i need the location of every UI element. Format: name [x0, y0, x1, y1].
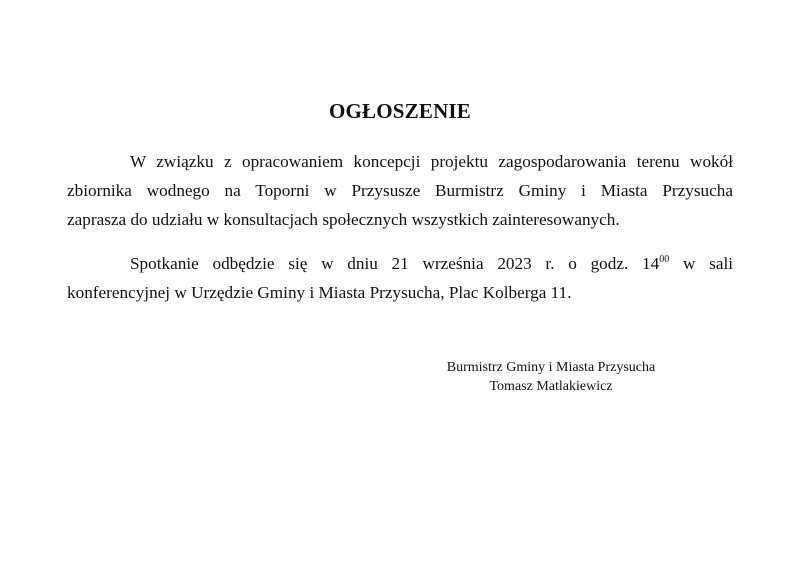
announcement-paragraph-1: [67, 147, 733, 234]
signature-position: Burmistrz Gminy i Miasta Przysucha: [446, 360, 656, 375]
paragraph-1-line-2: zbiornika wodnego na Toporni w Przysusze Burmistrz Gminy i Miasta Przysucha: [67, 181, 733, 200]
paragraph-2-line-2: konferencyjnej w Urzędzie Gminy i Miasta Przysucha, Plac Kolberga 11.: [67, 283, 572, 302]
announcement-title: OGŁOSZENIE: [328, 99, 472, 123]
meeting-time-minutes: 00: [659, 254, 670, 265]
signature-block: [420, 358, 682, 396]
announcement-paragraph-2: [67, 249, 733, 307]
meeting-date-text: Spotkanie odbędzie się w dniu 21 września 2023 r. o godz. 14: [130, 254, 660, 273]
signature-name: Tomasz Matlakiewicz: [489, 379, 613, 394]
paragraph-2-line-1: [67, 249, 733, 278]
paragraph-1-line-1: W związku z opracowaniem koncepcji projektu zagospodarowania terenu wokół: [130, 152, 733, 171]
meeting-place-lead: w sali: [669, 254, 734, 273]
paragraph-1-line-3: zaprasza do udziału w konsultacjach społecznych wszystkich zainteresowanych.: [67, 210, 620, 229]
